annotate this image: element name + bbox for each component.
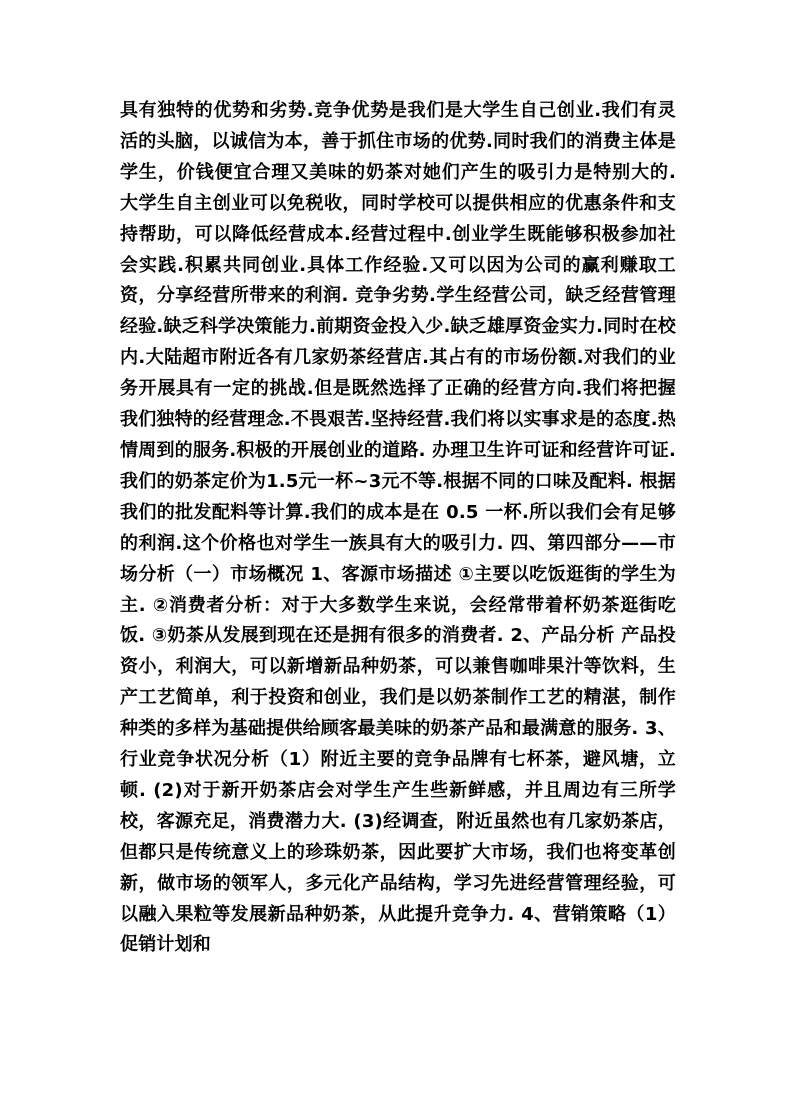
body-paragraph: 具有独特的优势和劣势.竞争优势是我们是大学生自己创业.我们有灵活的头脑，以诚信为本，善于抓住市场的优势.同时我们的消费主体是学生，价钱便宜合理又美味的奶茶对她们产生的吸引力是特别大的. 大学生自主创业可以免税收，同时学校可以提供相应的优惠条件和支持帮助，可以降低经营成本.经营过程中.创业学生既能够积极参加社会实践.积累共同创业.具体工作经验.又可以因为公司的赢利赚取工资，分享经营所带来的利润. 竞争劣势.学生经营公司，缺乏经营管理经验.缺乏科学决策能力.前期资金投入少.缺乏雄厚资金实力.同时在校内.大陆超市附近各有几家奶茶经营店.其占有的市场份额.对我们的业务开展具有一定的挑战.但是既然选择了正确的经营方向.我们将把握我们独特的经营理念.不畏艰苦.坚持经营.我们将以实事求是的态度.热情周到的服务.积极的开展创业的道路. 办理卫生许可证和经营许可证. 我们的奶茶定价为1.5元一杯~3元不等.根据不同的口味及配料. 根据我们的批发配料等计算.我们的成本是在 0.5 一杯.所以我们会有足够的利润.这个价格也对学生一族具有大的吸引力. 四、第四部分——市场分析（一）市场概况 1、客源市场描述 ①主要以吃饭逛街的学生为主. ②消费者分析：对于大多数学生来说，会经常带着杯奶茶逛街吃饭. ③奶茶从发展到现在还是拥有很多的消费者. 2、产品分析 产品投资小，利润大，可以新增新品种奶茶，可以兼售咖啡果汁等饮料，生产工艺简单，利于投资和创业，我们是以奶茶制作工艺的精湛，制作种类的多样为基础提供给顾客最美味的奶茶产品和最满意的服务. 3、行业竞争状况分析（1）附近主要的竞争品牌有七杯茶，避风塘，立顿. (2)对于新开奶茶店会对学生产生些新鲜感，并且周边有三所学校，客源充足，消费潜力大. (3)经调查，附近虽然也有几家奶茶店，但都只是传统意义上的珍珠奶茶，因此要扩大市场，我们也将变革创新，做市场的领军人，多元化产品结构，学习先进经营管理经验，可以融入果粒等发展新品种奶茶，从此提升竞争力. 4、营销策略（1）促销计划和 [120, 100, 676, 956]
